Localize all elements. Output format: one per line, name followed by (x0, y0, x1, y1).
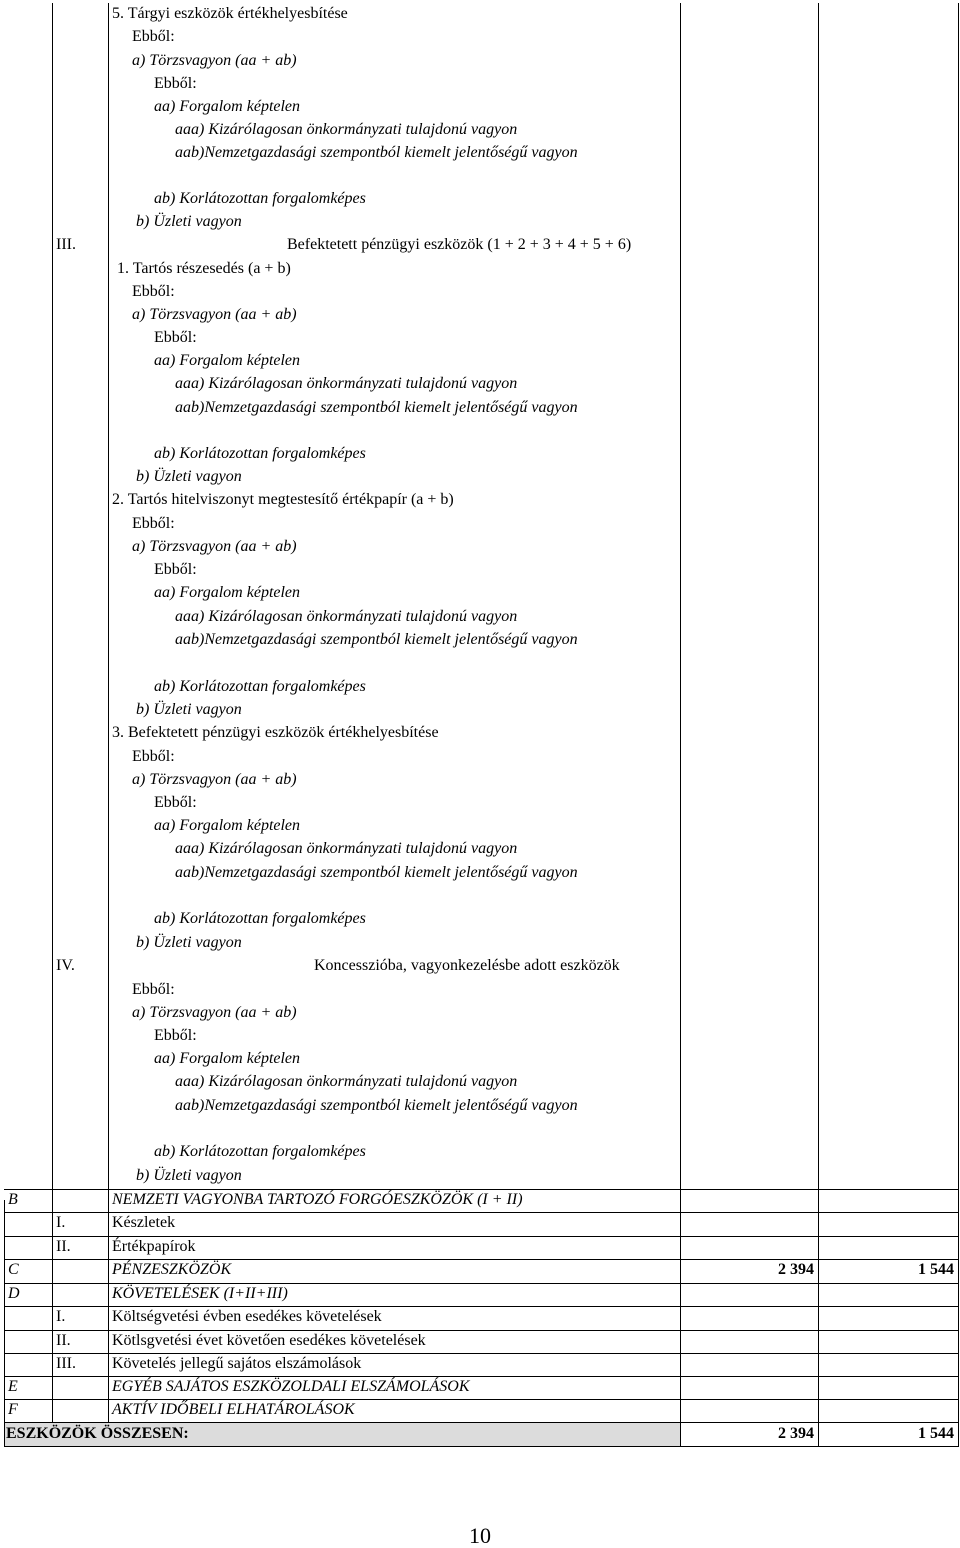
row-label: Ebből: (154, 75, 197, 92)
row-label: Ebből: (132, 515, 175, 532)
row-category-letter: C (8, 1261, 19, 1278)
row-label: 1. Tartós részesedés (a + b) (117, 260, 291, 277)
grid-line-horizontal (4, 1306, 959, 1307)
grid-line-horizontal (4, 1283, 959, 1284)
row-label: Értékpapírok (112, 1238, 196, 1255)
total-value-current-year: 1 544 (918, 1425, 954, 1442)
row-label: aaa) Kizárólagosan önkormányzati tulajdonú vagyon (175, 608, 518, 625)
grid-line-vertical (108, 3, 109, 1422)
row-label: aab)Nemzetgazdasági szempontból kiemelt jelentőségű vagyon (175, 1097, 578, 1114)
row-label: ab) Korlátozottan forgalomképes (154, 910, 366, 927)
grid-line-horizontal (4, 1353, 959, 1354)
row-label: PÉNZESZKÖZÖK (112, 1261, 232, 1278)
row-label: EGYÉB SAJÁTOS ESZKÖZOLDALI ELSZÁMOLÁSOK (112, 1378, 470, 1395)
row-roman-numeral: III. (56, 236, 76, 253)
row-label: aab)Nemzetgazdasági szempontból kiemelt jelentőségű vagyon (175, 631, 578, 648)
row-label: aa) Forgalom képtelen (154, 1050, 301, 1067)
row-label: aaa) Kizárólagosan önkormányzati tulajdonú vagyon (175, 1073, 518, 1090)
value-previous-year: 2 394 (778, 1261, 814, 1278)
row-label: Ebből: (154, 1027, 197, 1044)
row-roman-numeral: I. (56, 1308, 66, 1325)
row-label: AKTÍV IDŐBELI ELHATÁROLÁSOK (112, 1401, 355, 1418)
row-roman-numeral: II. (56, 1238, 71, 1255)
row-label: aab)Nemzetgazdasági szempontból kiemelt jelentőségű vagyon (175, 864, 578, 881)
page-number: 10 (469, 1523, 491, 1548)
row-label: Ebből: (154, 561, 197, 578)
row-label: a) Törzsvagyon (aa + ab) (132, 306, 297, 323)
row-label: Ebből: (132, 28, 175, 45)
row-label: a) Törzsvagyon (aa + ab) (132, 771, 297, 788)
row-label: 2. Tartós hitelviszonyt megtestesítő értékpapír (a + b) (112, 491, 454, 508)
grid-line-horizontal (4, 1212, 959, 1213)
row-roman-numeral: II. (56, 1332, 71, 1349)
row-label: ab) Korlátozottan forgalomképes (154, 445, 366, 462)
row-label: 3. Befektetett pénzügyi eszközök értékhelyesbítése (112, 724, 439, 741)
row-label: 5. Tárgyi eszközök értékhelyesbítése (112, 5, 348, 22)
row-label: a) Törzsvagyon (aa + ab) (132, 1004, 297, 1021)
row-label: aaa) Kizárólagosan önkormányzati tulajdonú vagyon (175, 121, 518, 138)
row-label: Ebből: (132, 981, 175, 998)
row-label: Ebből: (154, 794, 197, 811)
row-roman-numeral: III. (56, 1355, 76, 1372)
grid-line-vertical (818, 3, 819, 1446)
grid-line-horizontal (4, 1376, 959, 1377)
total-value-previous-year: 2 394 (778, 1425, 814, 1442)
row-label: Befektetett pénzügyi eszközök (1 + 2 + 3 + 4 + 5 + 6) (287, 236, 632, 253)
row-label: aab)Nemzetgazdasági szempontból kiemelt jelentőségű vagyon (175, 144, 578, 161)
row-label: aa) Forgalom képtelen (154, 817, 301, 834)
row-label: aab)Nemzetgazdasági szempontból kiemelt jelentőségű vagyon (175, 399, 578, 416)
row-label: a) Törzsvagyon (aa + ab) (132, 52, 297, 69)
row-label: b) Üzleti vagyon (136, 213, 242, 230)
row-label: aa) Forgalom képtelen (154, 584, 301, 601)
row-label: Ebből: (132, 748, 175, 765)
row-label: aa) Forgalom képtelen (154, 352, 301, 369)
row-label: ab) Korlátozottan forgalomképes (154, 1143, 366, 1160)
row-label: b) Üzleti vagyon (136, 701, 242, 718)
total-label: ESZKÖZÖK ÖSSZESEN: (6, 1425, 189, 1442)
grid-line-horizontal (4, 1189, 959, 1190)
grid-line-vertical (52, 3, 53, 1422)
row-category-letter: E (8, 1378, 18, 1395)
grid-line-vertical (680, 3, 681, 1446)
grid-line-horizontal (4, 1330, 959, 1331)
row-category-letter: B (8, 1191, 18, 1208)
row-category-letter: F (8, 1401, 18, 1418)
row-label: Kötlsgvetési évet követően esedékes követelések (112, 1332, 426, 1349)
grid-line-horizontal (4, 1446, 959, 1447)
row-label: KÖVETELÉSEK (I+II+III) (112, 1285, 288, 1302)
row-label: Koncesszióba, vagyonkezelésbe adott eszközök (314, 957, 620, 974)
value-current-year: 1 544 (918, 1261, 954, 1278)
grid-line-horizontal (4, 1399, 959, 1400)
row-label: b) Üzleti vagyon (136, 934, 242, 951)
row-label: aaa) Kizárólagosan önkormányzati tulajdonú vagyon (175, 375, 518, 392)
row-label: ab) Korlátozottan forgalomképes (154, 678, 366, 695)
row-label: NEMZETI VAGYONBA TARTOZÓ FORGÓESZKÖZÖK (I + II) (112, 1191, 523, 1208)
row-label: aa) Forgalom képtelen (154, 98, 301, 115)
row-label: b) Üzleti vagyon (136, 468, 242, 485)
grid-line-horizontal (4, 1236, 959, 1237)
row-label: Ebből: (132, 283, 175, 300)
row-label: a) Törzsvagyon (aa + ab) (132, 538, 297, 555)
grid-line-vertical (958, 3, 959, 1446)
row-roman-numeral: I. (56, 1214, 66, 1231)
row-label: Követelés jellegű sajátos elszámolások (112, 1355, 362, 1372)
row-label: b) Üzleti vagyon (136, 1167, 242, 1184)
row-category-letter: D (8, 1285, 20, 1302)
row-label: Ebből: (154, 329, 197, 346)
row-label: Készletek (112, 1214, 176, 1231)
row-roman-numeral: IV. (56, 957, 75, 974)
row-label: ab) Korlátozottan forgalomképes (154, 190, 366, 207)
row-label: Költségvetési évben esedékes követelések (112, 1308, 382, 1325)
grid-line-horizontal (4, 1259, 959, 1260)
row-label: aaa) Kizárólagosan önkormányzati tulajdonú vagyon (175, 840, 518, 857)
